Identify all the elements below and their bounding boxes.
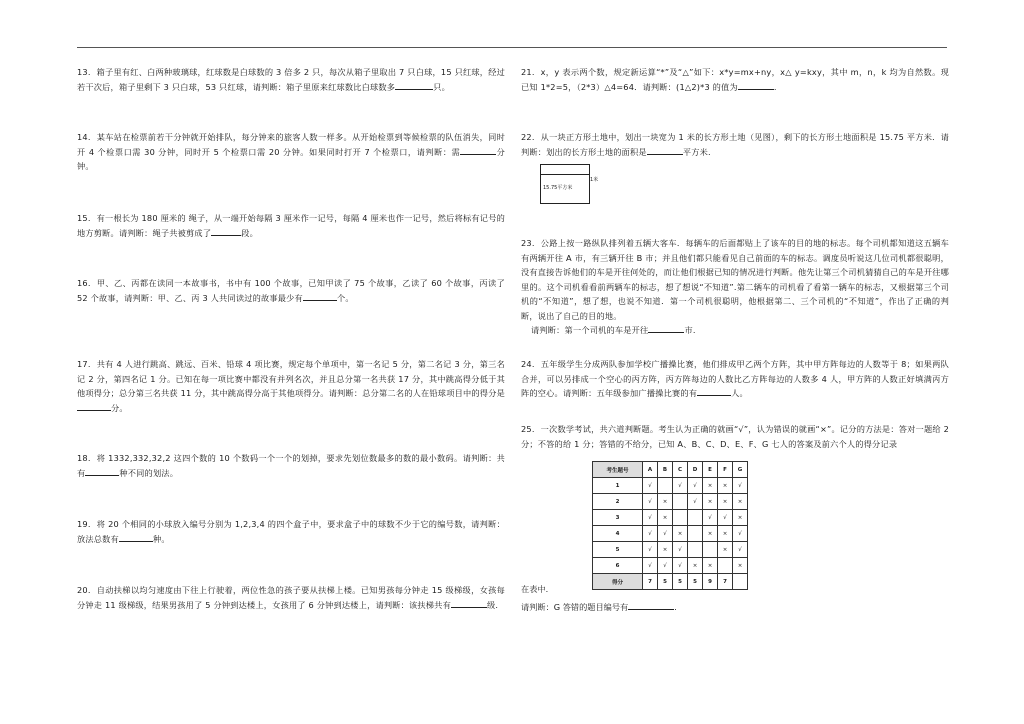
answer-cell bbox=[688, 542, 703, 558]
answer-blank[interactable] bbox=[738, 80, 774, 90]
answer-cell: √ bbox=[733, 526, 748, 542]
answer-cell: √ bbox=[733, 478, 748, 494]
row-label-cell: 2 bbox=[593, 494, 643, 510]
remaining-area-label: 15.75平方米 bbox=[543, 185, 573, 191]
answer-cell: 5 bbox=[688, 574, 703, 590]
answer-blank[interactable] bbox=[451, 598, 487, 608]
width-label: 1米 bbox=[590, 177, 599, 183]
row-label-cell: 4 bbox=[593, 526, 643, 542]
answer-cell: × bbox=[658, 542, 673, 558]
row-label-cell: 3 bbox=[593, 510, 643, 526]
table-header-cell: F bbox=[718, 462, 733, 478]
answer-cell bbox=[733, 574, 748, 590]
answer-blank[interactable] bbox=[648, 323, 684, 333]
answer-cell bbox=[658, 478, 673, 494]
table-row bbox=[593, 574, 748, 590]
question-24: 24. 五年级学生分成两队参加学校广播操比赛，他们排成甲乙两个方阵，其中甲方阵每边的人数等于 8；如果两队合并，可以另排成一个空心的丙方阵，丙方阵每边的人数比乙方阵每边的人数多 4 人，甲方阵的人数正好填满丙方阵的空心。请判断：五年级参加广播操比赛的有 人。 bbox=[521, 359, 949, 398]
answer-cell bbox=[688, 510, 703, 526]
answer-cell: √ bbox=[718, 510, 733, 526]
answer-cell: × bbox=[673, 526, 688, 542]
table-row bbox=[593, 542, 748, 558]
answer-cell: √ bbox=[703, 510, 718, 526]
answer-cell: × bbox=[703, 558, 718, 574]
answer-cell: × bbox=[718, 526, 733, 542]
table-row bbox=[593, 510, 748, 526]
answer-cell: × bbox=[733, 494, 748, 510]
answer-cell bbox=[673, 510, 688, 526]
question-18: 18. 将 1332,332,32,2 这四个数的 10 个数码一个一个的划掉，要求先划位数最多的数的最小数码。请判断：共有 种不同的划法。 bbox=[77, 453, 505, 478]
answer-cell: × bbox=[688, 558, 703, 574]
answer-cell: × bbox=[658, 510, 673, 526]
answer-cell: √ bbox=[673, 478, 688, 494]
answer-cell: √ bbox=[643, 558, 658, 574]
table-header-cell: C bbox=[673, 462, 688, 478]
question-22: 22. 从一块正方形土地中，划出一块宽为 1 米的长方形土地（见图），剩下的长方形土地面积是 15.75 平方米．请判断：划出的长方形土地的面积是 平方米. bbox=[521, 132, 949, 157]
question-19: 19. 将 20 个相同的小球放入编号分别为 1,2,3,4 的四个盒子中，要求盒子中的球数不少于它的编号数，请判断：放法总数有 种。 bbox=[77, 519, 505, 544]
question-15: 15. 有一根长为 180 厘米的 绳子，从一端开始每隔 3 厘米作一记号，每隔 4 厘米也作一记号，然后将标有记号的地方剪断。请判断：绳子共被剪成了 段。 bbox=[77, 213, 505, 238]
answer-blank[interactable] bbox=[628, 600, 674, 610]
answer-cell: × bbox=[733, 510, 748, 526]
answer-cell: 7 bbox=[643, 574, 658, 590]
answer-cell bbox=[703, 542, 718, 558]
answer-cell: × bbox=[703, 494, 718, 510]
question-14: 14. 某车站在检票前若干分钟就开始排队，每分钟来的旅客人数一样多。从开始检票到等候检票的队伍消失，同时开 4 个检票口需 30 分钟，同时开 5 个检票口需 20 分钟。如果同时打开 7 个检票口，请判断：需 分钟。 bbox=[77, 132, 506, 171]
answer-blank[interactable] bbox=[697, 386, 731, 396]
table-header-row bbox=[593, 462, 748, 478]
row-label-cell: 1 bbox=[593, 478, 643, 494]
row-label-cell: 得分 bbox=[593, 574, 643, 590]
table-header-cell: 考生题号 bbox=[593, 462, 643, 478]
answer-cell: × bbox=[718, 494, 733, 510]
answer-cell: √ bbox=[643, 494, 658, 510]
answer-blank[interactable] bbox=[395, 80, 433, 90]
question-25-tail: 在表中. bbox=[521, 584, 549, 594]
answer-blank[interactable] bbox=[119, 532, 153, 542]
table-header-cell: E bbox=[703, 462, 718, 478]
score-table bbox=[592, 461, 748, 590]
answer-blank[interactable] bbox=[85, 466, 119, 476]
answer-blank[interactable] bbox=[77, 401, 111, 411]
answer-cell: × bbox=[718, 542, 733, 558]
answer-cell: 5 bbox=[658, 574, 673, 590]
table-header-cell: A bbox=[643, 462, 658, 478]
question-20: 20. 自动扶梯以均匀速度由下往上行驶着，两位性急的孩子要从扶梯上楼。已知男孩每分钟走 15 级梯级，女孩每分钟走 11 级梯级，结果男孩用了 5 分钟到达楼上，女孩用了 6 分钟到达楼上，请判断：该扶梯共有 级. bbox=[77, 585, 505, 610]
table-row bbox=[593, 478, 748, 494]
answer-cell: √ bbox=[643, 526, 658, 542]
table-header-cell: G bbox=[733, 462, 748, 478]
answer-blank[interactable] bbox=[303, 291, 337, 301]
question-13: 13. 箱子里有红、白两种玻璃球，红球数是白球数的 3 倍多 2 只，每次从箱子里取出 7 只白球，15 只红球，经过若干次后，箱子里剩下 3 只白球，53 只红球，请判断：箱子里原来红球数比白球数多 只。 bbox=[77, 67, 505, 92]
answer-blank[interactable] bbox=[647, 145, 683, 155]
table-row bbox=[593, 494, 748, 510]
answer-cell: √ bbox=[673, 542, 688, 558]
answer-cell: 9 bbox=[703, 574, 718, 590]
answer-cell: 5 bbox=[673, 574, 688, 590]
table-header-cell: D bbox=[688, 462, 703, 478]
answer-cell: × bbox=[703, 526, 718, 542]
removed-strip bbox=[541, 165, 589, 175]
top-rule bbox=[77, 47, 947, 48]
answer-cell bbox=[718, 558, 733, 574]
answer-cell: √ bbox=[643, 478, 658, 494]
answer-cell: √ bbox=[688, 478, 703, 494]
answer-cell: × bbox=[658, 494, 673, 510]
answer-cell: √ bbox=[658, 526, 673, 542]
land-figure bbox=[540, 164, 590, 204]
question-25: 25. 一次数学考试，共六道判断题。考生认为正确的就画“√”，认为错误的就画“×”。记分的方法是：答对一题给 2 分；不答的给 1 分；答错的不给分，已知 A、B、C、D、E、F、G 七人的答案及前六个人的得分记录 bbox=[521, 424, 949, 449]
answer-cell bbox=[673, 494, 688, 510]
question-21: 21. x，y 表示两个数，规定新运算“*”及“△”如下：x*y=mx+ny，x△ y=kxy，其中 m，n，k 均为自然数。现已知 1*2=5，（2*3）△4=64．请判断：(1△2)*3 的值为 . bbox=[521, 67, 949, 92]
answer-cell: × bbox=[718, 478, 733, 494]
table-row bbox=[593, 558, 748, 574]
answer-cell: × bbox=[733, 558, 748, 574]
answer-cell: √ bbox=[673, 558, 688, 574]
question-25-prompt: 请判断：G 答错的题目编号有 . bbox=[521, 602, 677, 612]
answer-cell: √ bbox=[643, 542, 658, 558]
row-label-cell: 6 bbox=[593, 558, 643, 574]
answer-cell: √ bbox=[688, 494, 703, 510]
table-header-cell: B bbox=[658, 462, 673, 478]
answer-cell: √ bbox=[643, 510, 658, 526]
answer-cell bbox=[688, 526, 703, 542]
answer-cell: × bbox=[703, 478, 718, 494]
width-label-wrap bbox=[590, 166, 598, 185]
question-23: 23. 公路上按一路纵队排列着五辆大客车．每辆车的后面都贴上了该车的目的地的标志。每个司机都知道这五辆车有两辆开往 A 市，有三辆开往 B 市；并且他们都只能看见自己前面的车的标志。调度员听说这几位司机都很聪明，没有直接告诉他们的车是开往何处的，而让他们根据已知的情况进行判断。他先让第三个司机猜猜自己的车是开往哪里的。这个司机看看前两辆车的标志，想了想说“不知道”.第二辆车的司机看了看第一辆车的标志，又根据第三个司机的“不知道”，想了想，也说不知道．第一个司机很聪明，他根据第二、三个司机的“不知道”，作出了正确的判断，说出了自己的目的地。 请判断：第一个司机的车是开往 市. bbox=[521, 238, 949, 335]
answer-blank[interactable] bbox=[460, 145, 496, 155]
question-17: 17. 共有 4 人进行跳高、跳远、百米、铅球 4 项比赛，规定每个单项中，第一名记 5 分，第二名记 3 分，第三名记 2 分，第四名记 1 分。已知在每一项比赛中都没有并列名次，并且总分第一名共获 17 分，其中跳高得分低于其他项得分；总分第三名共获 11 分，其中跳高得分高于其他项得分。请判断：总分第二名的人在铅球项目中的得分是分。 bbox=[77, 359, 505, 413]
table-row bbox=[593, 526, 748, 542]
answer-cell: √ bbox=[733, 542, 748, 558]
answer-cell: 7 bbox=[718, 574, 733, 590]
answer-cell: √ bbox=[658, 558, 673, 574]
answer-blank[interactable] bbox=[211, 226, 241, 236]
question-16: 16. 甲、乙、丙都在读同一本故事书，书中有 100 个故事，已知甲读了 75 个故事，乙读了 60 个故事，丙读了 52 个故事，请判断：甲、乙、丙 3 人共同读过的故事最少有 个。 bbox=[77, 278, 505, 303]
row-label-cell: 5 bbox=[593, 542, 643, 558]
